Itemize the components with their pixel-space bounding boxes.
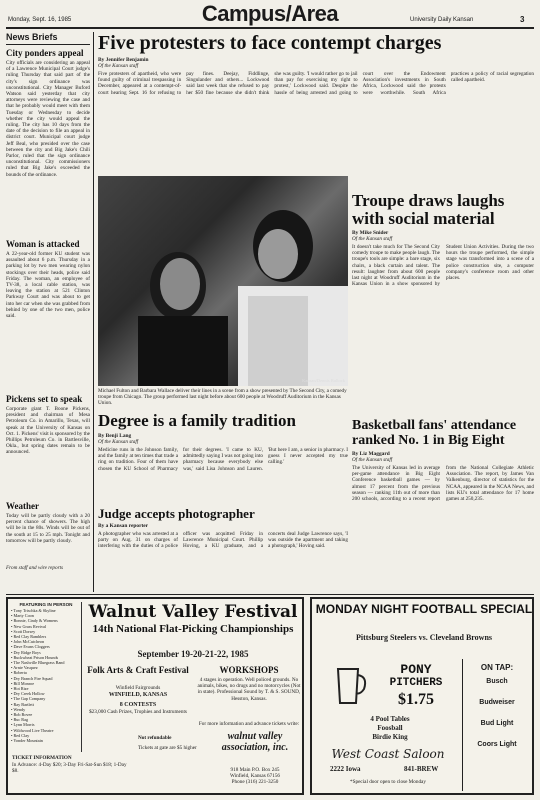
- page-number: 3: [520, 15, 525, 24]
- pitchers-label: PITCHERS: [389, 677, 443, 689]
- performer-item: • Wildwood Live Theatre: [11, 727, 54, 733]
- tap-title: ON TAP:: [480, 663, 514, 672]
- tap-item: Busch: [486, 678, 508, 685]
- performer-item: • Tony Trischka & Skyline: [11, 608, 56, 613]
- performer-item: • John McCutcheon: [11, 639, 45, 645]
- performer-item: • Scott Dorsey: [11, 628, 36, 634]
- tickets-title: TICKET INFORMATION: [12, 755, 72, 761]
- brief-body: Corporate giant T. Boone Pickens, president and chairman of Mesa Petroleum Co. in Amarillo, Texas, will speak at the University of Kansas on Oct. 1. Pickens' visit is sponsored by the Phillips Petroleum Co. in Bartlesville, Okla., but spring dates remain to be announced.: [6, 406, 90, 456]
- walnut-dates: September 19-20-21-22, 1985: [137, 649, 249, 659]
- performer-item: • Buckwheat Prison Hounds: [11, 654, 59, 660]
- beer-pitcher-icon: [330, 663, 370, 707]
- walnut-valley-ad: [6, 597, 304, 795]
- contests: 8 CONTESTS: [119, 702, 157, 708]
- tap-item: Bud Light: [480, 720, 514, 727]
- judge-byline: By a Kansan reporter: [98, 523, 149, 529]
- performer-item: • Bonnie, Cindy & Womens: [11, 618, 58, 624]
- performer-item: • Bob Bovee: [11, 712, 33, 718]
- pitcher-icon: [330, 663, 370, 707]
- brief-footer: From staff and wire reports: [6, 565, 64, 571]
- performer-item: • Hot Rize: [11, 686, 29, 692]
- brief-4: [6, 501, 90, 563]
- workshops-body: 4 stages in operation. Well policed grounds. No animals, bikes, no drugs and no motorcycles (Not in state). Professional Sound by T. & S. SOUND, Hesston, Kansas.: [197, 677, 301, 702]
- tap-item: Coors Light: [477, 741, 517, 748]
- brief-headline: Pickens set to speak: [6, 394, 83, 404]
- pony-label: PONY: [400, 663, 432, 677]
- news-briefs: [6, 32, 90, 592]
- performer-item: • The Nashville Bluegrass Band: [11, 660, 65, 666]
- degree-byline-2: Of the Kansan staff: [98, 439, 139, 445]
- feature-birdie: Birdie King: [372, 733, 408, 741]
- performers-sidebar: [11, 602, 82, 752]
- degree-body: Medicine runs in the Johnson family, and the family at ten times that trade a ring on tradition. Four of them have chosen the KU School of Pharmacy for their degrees. 'I came to KU, admittedly saying I was not going into pharmacy because everybody else was,' said Lisa Johnson and Lauren. 'But here I am, a senior in pharmacy. I guess I never accepted my true calling.': [98, 447, 348, 472]
- walnut-address: 918 Main P.O. Box 245 Winfield, Kansas 67156 Phone (316) 221-3250: [229, 767, 281, 786]
- performer-item: • Ray Bartlett: [11, 701, 34, 707]
- judge-headline: Judge accepts photographer: [98, 507, 255, 521]
- prizes: $23,000 Cash Prizes, Trophies and Instruments: [89, 709, 187, 715]
- basketball-byline-2: Of the Kansan staff: [352, 457, 393, 463]
- saloon-ad: [310, 597, 534, 795]
- walnut-info: For more information and advance tickets write:: [198, 721, 300, 727]
- performer-item: • Dave Evans Cloggers: [11, 644, 50, 650]
- basketball-body: The University of Kansas led in average per-game attendance in Big Eight Conference basketball games — by almost 17 percent from the previous season — ranking 11th out of more than 200 schools, according to a recent report from the National Collegiate Athletic Association. The report, by James Van Valkenburg, director of statistics for the NCAA, appeared in the NCAA News, and lists KU's total attendance for 17 home games at 250,235.: [352, 465, 534, 503]
- degree-byline: By Benji Lang: [98, 433, 132, 439]
- performer-item: • Wendy: [11, 706, 26, 712]
- performer-item: • Yonder Mountain: [11, 738, 43, 744]
- walnut-subtitle: 14th National Flat-Picking Championships: [92, 623, 294, 635]
- performer-item: • Dry Ridge Boys: [11, 649, 41, 655]
- masthead: [0, 0, 540, 30]
- masthead-rule: [6, 27, 534, 29]
- column-divider: [93, 32, 94, 592]
- judge-body: A photographer who was arrested at a party on Aug. 31 on charges of interfering with the duties of a police officer was acquitted Friday in Lawrence Municipal Court. Phillip Hoving, a KU graduate, and a concerts deal Judge Lawrence says, 'I was outside the apartment and taking a photograph,' Hoving said.: [98, 531, 348, 550]
- basketball-byline: By Liz Maggard: [352, 451, 390, 457]
- brief-2: [6, 239, 90, 391]
- gate-note: Tickets at gate are $5 higher: [138, 745, 197, 751]
- troupe-byline-2: Of the Kansan staff: [352, 236, 393, 242]
- saloon-address: 2222 Iowa: [330, 765, 361, 773]
- troupe-headline: Troupe draws laughs with social material: [352, 192, 505, 228]
- performer-list: [11, 608, 81, 743]
- performer-item: • Lynn Morris: [11, 722, 35, 728]
- performers-title: FEATURING IN PERSON: [19, 602, 73, 607]
- performer-item: • Red Clay: [11, 732, 30, 738]
- brief-body: A 22-year-old former KU student was assaulted about 6 p.m. Thursday in a parking lot by two men wearing nylon stockings over their heads, police said Friday. The woman, an employee of TV-38, a local cable station, was leaving the station at 521 Clinton Parkway Court and was about to get into her car when she was grabbed from behind by one of the two men, police said.: [6, 251, 90, 320]
- brief-headline: City ponders appeal: [6, 48, 84, 58]
- masthead-date: Monday, Sept. 16, 1985: [8, 17, 72, 23]
- not-refundable: Not refundable: [138, 735, 172, 741]
- section-title: Campus/Area: [201, 1, 339, 26]
- brief-3: [6, 394, 90, 498]
- protest-headline: Five protesters to face contempt charges: [98, 32, 442, 54]
- protest-body: Five protesters of apartheid, who were found guilty of criminal trespassing in December, appeared at a contempt-of-court hearing Sept. 16 for refusing to pay fines. Deejay, Fiddlinge, Singulander and others... Lockwood said last week that she refused to pay her $50 fine because she didn't think she was guilty. 'I would rather go to jail than pay for exercising my right to protest,' Lockwood said. Despite the hassle of being arrested and going to court over the Endowment Association's investments in South Africa, Lockwood said the protests were worthwhile. South Africa practices a policy of racial segregation called apartheid.: [98, 71, 534, 96]
- tap-list: [463, 678, 531, 748]
- walnut-title: Walnut Valley Festival: [88, 603, 298, 621]
- news-briefs-title: News Briefs: [6, 32, 90, 45]
- performer-item: • Buc Rag: [11, 717, 29, 723]
- fair-title: Folk Arts & Craft Festival: [87, 665, 189, 675]
- protest-byline-2: Of the Kansan staff: [98, 63, 139, 69]
- performer-item: • Dry Creek Hollow: [11, 691, 45, 697]
- tickets-body: In Advance: 4-Day $20; 3-Day Fri-Sat-Sun $18; 1-Day $8.: [12, 762, 127, 775]
- troupe-byline: By Mike Snider: [352, 230, 389, 236]
- performer-item: • Arnie Vasquez: [11, 665, 38, 671]
- basketball-headline: Basketball fans' attendance ranked No. 1 in Big Eight: [352, 418, 517, 448]
- ads-rule: [6, 594, 534, 595]
- workshops-title: WORKSHOPS: [219, 665, 279, 675]
- performer-item: • Red Clay Ramblers: [11, 634, 47, 640]
- photo-caption: Michael Fulton and Barbara Wallace deliver their lines in a scene from a show presented by The Second City, a comedy troupe from Chicago. The group performed last night before about 600 people at Woodruff Auditorium in the Kansas Union.: [98, 388, 347, 407]
- saloon-note: *Special door open to close Monday: [350, 779, 426, 785]
- performer-item: • Dry Branch Fire Squad: [11, 675, 53, 681]
- performer-item: • New Grass Revival: [11, 623, 47, 629]
- saloon-logo: West Coast Saloon: [331, 747, 445, 761]
- brief-headline: Weather: [6, 501, 39, 511]
- tap-box: [462, 659, 531, 791]
- performer-item: • Roberta: [11, 670, 27, 676]
- tap-item: Budweiser: [479, 699, 515, 706]
- troupe-photo: [98, 176, 348, 386]
- mnf-game: Pittsburg Steelers vs. Cleveland Browns: [355, 633, 493, 642]
- protest-byline: By Jennifer Benjamin: [98, 57, 149, 63]
- photo-credit: Kansan/Dennis Bullock: [302, 377, 345, 383]
- performer-item: • The Gap Company: [11, 696, 46, 702]
- brief-body: City officials are considering an appeal of a Lawrence Municipal Court judge's ruling Thursday that said part of the city's sign ordinance was unconstitutional. City Manager Buford Watson said yesterday that city attorneys were reviewing the case and that he probably would meet with them Tuesday or Wednesday to decide whether the city would appeal the ruling. The city has 10 days from the date of the decision to file an appeal in district court. Municipal court judge Jeff Beal, who presided over the case between the city and Big Jake's Chili Parlor, ruled that the sign ordinance unconstitutional. City commissioners ruled that Big Jake's exceeded the bounds of the ordinance.: [6, 60, 90, 178]
- fair-subtitle: Winfield Fairgrounds: [115, 685, 161, 691]
- pitcher-price: $1.75: [398, 691, 434, 708]
- paper-name: University Daily Kansan: [410, 17, 474, 23]
- photo-figures: [98, 176, 348, 386]
- feature-foosball: Foosball: [377, 724, 403, 732]
- performer-item: • Marty Coon: [11, 613, 34, 619]
- brief-headline: Woman is attacked: [6, 239, 80, 249]
- walnut-logo: walnut valley association, inc.: [221, 731, 289, 753]
- feature-pool: 4 Pool Tables: [370, 715, 410, 723]
- brief-body: Today will be partly cloudy with a 20 percent chance of showers. The high will be in the 80s. Winds will be out of the south at 15 to 25 mph. Tonight and tomorrow will be partly cloudy.: [6, 513, 90, 544]
- performer-item: • Bill Monroe: [11, 680, 35, 686]
- fair-place: WINFIELD, KANSAS: [108, 692, 168, 698]
- troupe-body: It doesn't take much for The Second City comedy troupe to make people laugh. The troupe's tools are simple: a bare stage, six chairs, a black curtain and talent. The result: laughter from about 600 people last night at Woodruff Auditorium in the Kansas Union in a show sponsored by Student Union Activities. During the two hours the troupe performed, the simple stage was transformed into a scene of a police construction site, a computer company's conference room and other places.: [352, 244, 534, 288]
- saloon-phone: 841-BREW: [404, 765, 439, 773]
- degree-headline: Degree is a family tradition: [98, 412, 296, 430]
- brief-1: [6, 48, 90, 236]
- mnf-title: MONDAY NIGHT FOOTBALL SPECIAL: [315, 603, 533, 616]
